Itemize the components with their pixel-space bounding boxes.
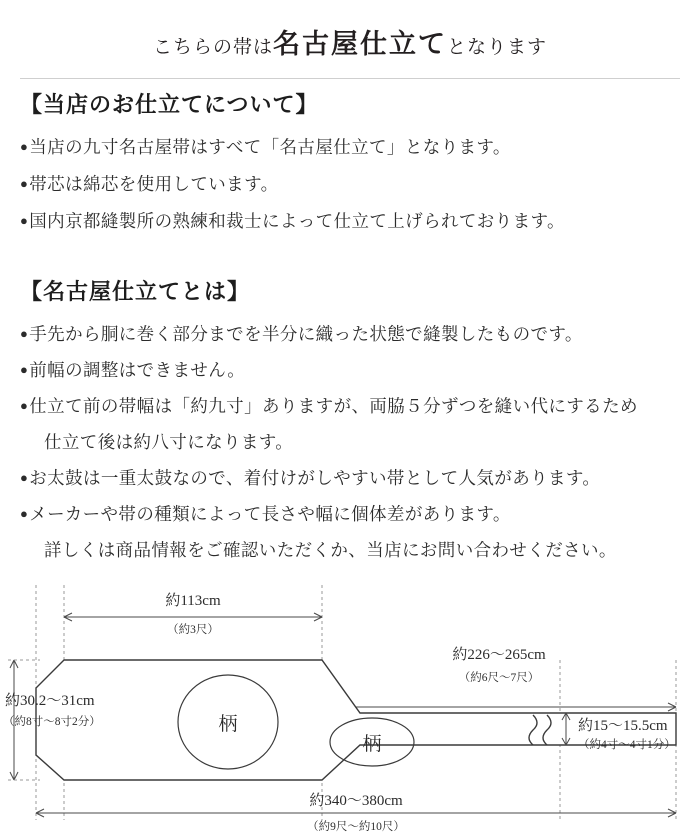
bullet-icon: ● — [20, 176, 29, 191]
bullet-icon: ● — [20, 139, 29, 154]
obi-dimension-diagram — [0, 565, 700, 840]
list-item-text: 国内京都縫製所の熟練和裁士によって仕立て上げられております。 — [29, 211, 565, 231]
list-item-text: お太鼓は一重太鼓なので、着付けがしやすい帯として人気があります。 — [29, 468, 601, 488]
dimension-total-length — [36, 809, 676, 817]
dimension-right-length — [322, 703, 676, 711]
title-emphasis: 名古屋仕立て — [273, 29, 447, 59]
dimension-top-length-sub: （約3尺） — [167, 624, 219, 636]
title-suffix: となります — [447, 37, 548, 58]
list-item — [20, 500, 680, 528]
dimension-total-length-main: 約340〜380cm — [309, 793, 403, 809]
list-item-text: 帯芯は綿芯を使用しています。 — [29, 174, 279, 194]
dimension-left-width-main: 約30.2〜31cm — [5, 693, 95, 709]
list-item — [20, 207, 680, 235]
dimension-right-length-main: 約226〜265cm — [452, 647, 546, 663]
page-header — [0, 0, 700, 79]
page-title — [0, 22, 700, 61]
dimension-top-length — [64, 613, 322, 621]
dimension-right-width-main: 約15〜15.5cm — [578, 718, 668, 734]
list-item — [20, 356, 680, 384]
dimension-right-length-sub: （約6尺〜7尺） — [458, 672, 540, 684]
list-item — [20, 320, 680, 348]
list-item-text: メーカーや帯の種類によって長さや幅に個体差があります。 — [29, 504, 511, 524]
list-item — [20, 392, 680, 420]
dimension-right-width-sub: （約4寸〜4寸1分） — [578, 739, 676, 751]
bullet-icon: ● — [20, 470, 29, 485]
bullet-icon: ● — [20, 506, 29, 521]
bullet-icon: ● — [20, 326, 29, 341]
list-item-text: 当店の九寸名古屋帯はすべて「名古屋仕立て」となります。 — [29, 137, 511, 157]
header-divider — [20, 78, 680, 79]
bullet-icon: ● — [20, 362, 29, 377]
list-item — [20, 133, 680, 161]
section-title: 【名古屋仕立てとは】 — [20, 279, 251, 304]
bullet-icon: ● — [20, 398, 29, 413]
pattern-label-small: 柄 — [362, 734, 382, 755]
list-item-continuation: 詳しくは商品情報をご確認いただくか、当店にお問い合わせください。 — [44, 540, 617, 560]
list-item-continuation: 仕立て後は約八寸になります。 — [44, 432, 294, 452]
dimension-left-width-sub: （約8寸〜8寸2分） — [3, 716, 101, 728]
pattern-label-large: 柄 — [218, 714, 238, 735]
bullet-icon: ● — [20, 213, 29, 228]
section-nagoya-definition — [20, 275, 680, 572]
list-item-text: 仕立て前の帯幅は「約九寸」ありますが、両脇５分ずつを縫い代にするため — [29, 396, 638, 416]
title-prefix: こちらの帯は — [152, 37, 273, 58]
dimension-total-length-sub: （約9尺〜約10尺） — [307, 821, 405, 833]
dimension-top-length-main: 約113cm — [165, 593, 221, 609]
list-item — [20, 170, 680, 198]
list-item — [20, 464, 680, 492]
section-title: 【当店のお仕立てについて】 — [20, 92, 319, 117]
section-shop-tailoring — [20, 88, 680, 244]
list-item-text: 前幅の調整はできません。 — [29, 360, 246, 380]
list-item-text: 手先から胴に巻く部分までを半分に織った状態で縫製したものです。 — [29, 324, 583, 344]
